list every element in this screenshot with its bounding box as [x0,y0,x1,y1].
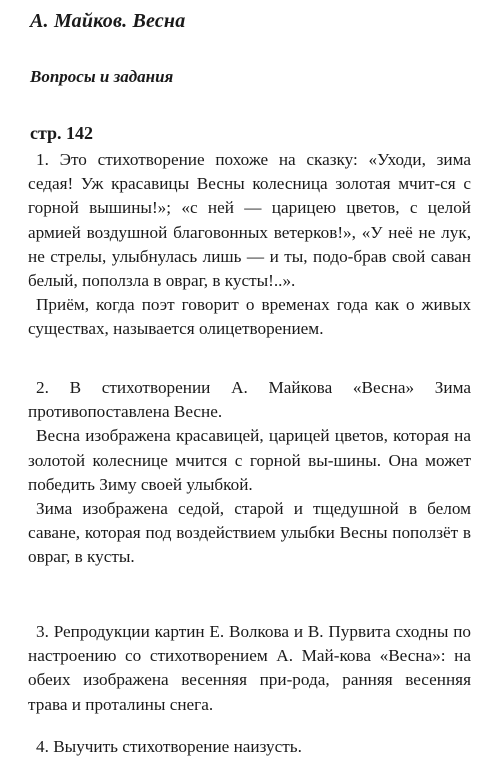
answer-1 [28,148,471,342]
answer-2-text: 2. В стихотворении А. Майкова «Весна» Зима противопоставлена Весне. [28,378,471,422]
answer-1-conclusion: Приём, когда поэт говорит о временах года как о живых существах, называется олицетворением. [28,295,471,339]
answer-2-spring: Весна изображена красавицей, царицей цветов, которая на золотой колеснице мчится с горной вы-шины. Она может победить Зиму своей улыбкой. [28,426,471,494]
answer-1-text: 1. Это стихотворение похоже на сказку: «Уходи, зима седая! Уж красавицы Весны колесница золотая мчит-ся с горной вышины!»; «с ней — царицею цветов, с целой армией воздушной благовонных ветерков!», «У неё не лук, не стрелы, улыбнулась лишь — и ты, подо-брав свой саван белый, поползла в овраг, в кусты!..». [28,150,471,291]
answer-2-winter: Зима изображена седой, старой и тщедушной в белом саване, которая под воздействием улыбки Весны поползёт в овраг, в кусты. [28,499,471,567]
answer-3-text: 3. Репродукции картин Е. Волкова и В. Пурвита сходны по настроению со стихотворением А. Май-кова «Весна»: на обеих изображена весенняя при-рода, ранняя весенняя трава и проталины снега. [28,622,471,714]
answer-4 [28,735,471,759]
page-title: А. Майков. Весна [30,10,186,32]
answer-4-text: 4. Выучить стихотворение наизусть. [36,737,302,756]
page-reference: стр. 142 [30,123,94,143]
section-subtitle: Вопросы и задания [30,67,174,86]
answer-2 [28,376,471,570]
answer-3 [28,620,471,717]
